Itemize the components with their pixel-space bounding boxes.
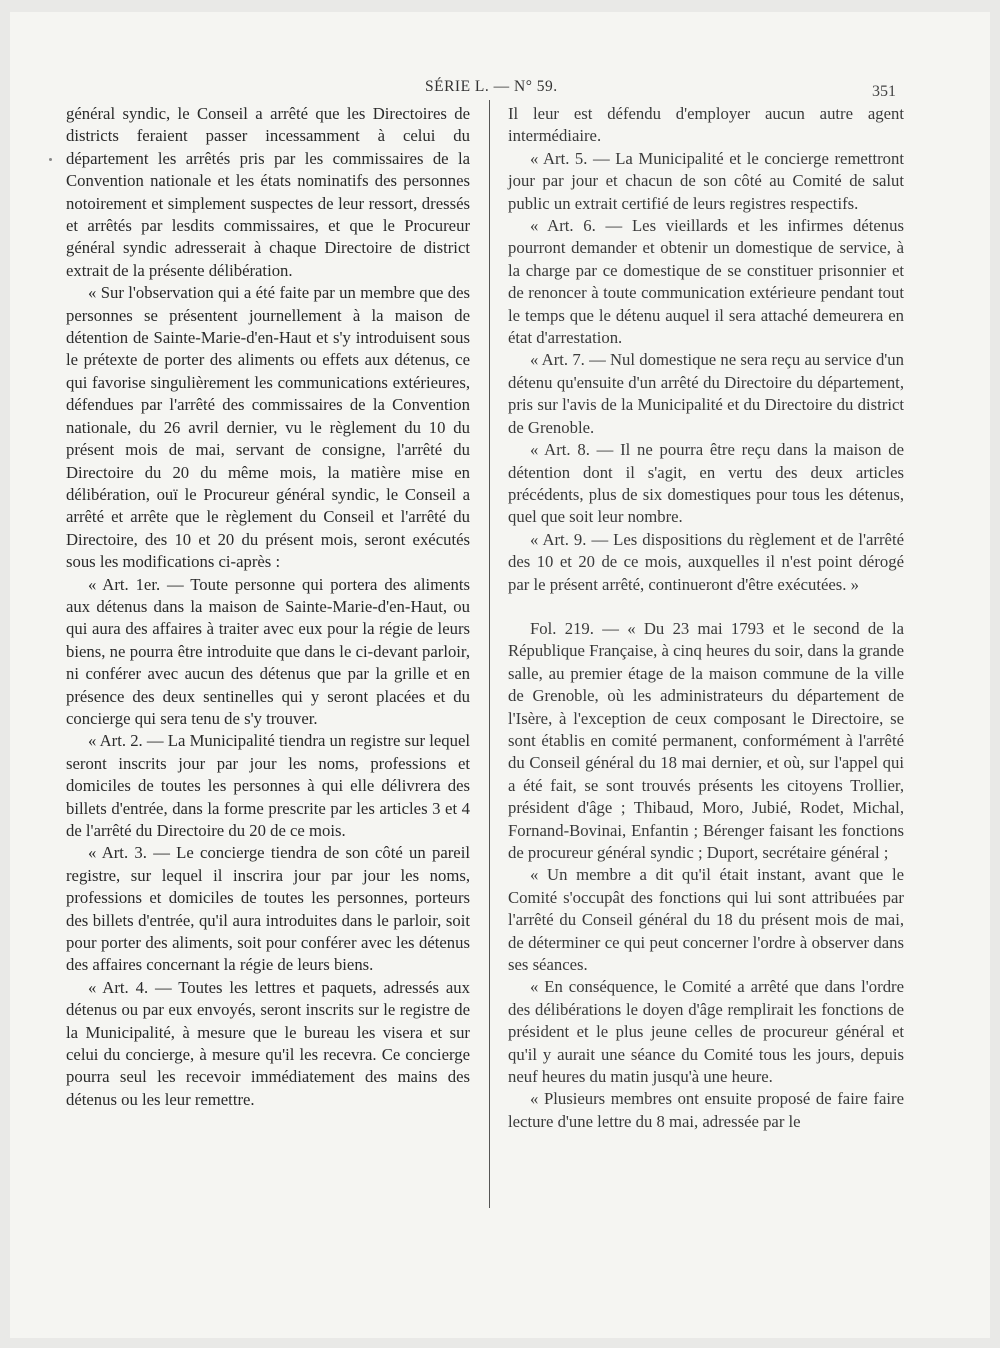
paragraph: « Art. 4. — Toutes les lettres et paquets, adressés aux détenus ou par eux envoyés, seront inscrits sur le registre de la Municipalité, à mesure que le bureau les visera et sur celui du concierge, à mesure qu'il les recevra. Ce concierge pourra seul les recevoir immédiatement des mains des détenus ou les leur remettre.	[66, 977, 470, 1109]
paragraph: Il leur est défendu d'employer aucun autre agent intermédiaire.	[508, 104, 904, 146]
paragraph: « Art. 9. — Les dispositions du règlement et de l'arrêté des 10 et 20 de ce mois, auxquelles il n'est point dérogé par le présent arrêté, continueront d'être exécutées. »	[508, 529, 904, 594]
paragraph: général syndic, le Conseil a arrêté que les Directoires de districts feraient passer incessamment à celui du département les arrêtés pris par les commissaires de la Convention nationale et les états nominatifs des personnes notoirement et simplement suspectes de leur ressort, dressés et arrêtés par lesdits commissaires, et que le Procureur général syndic adresserait à chaque Directoire de district extrait de la présente délibération.	[66, 104, 470, 280]
paragraph: « Art. 8. — Il ne pourra être reçu dans la maison de détention dont il s'agit, en vertu des deux articles précédents, plus de six domestiques pour tous les détenus, quel que soit leur nombre.	[508, 440, 904, 527]
right-column	[508, 103, 904, 1133]
paragraph: Fol. 219. — « Du 23 mai 1793 et le second de la République Française, à cinq heures du soir, dans la grande salle, au premier étage de la maison commune de la ville de Grenoble, où les administrateurs du département de l'Isère, à l'exception de ceux composant le Directoire, se sont établis en comité permanent, conformément à l'arrêté du Conseil général du 18 mai dernier, et où, sur l'appel qui a été fait, se sont trouvés présents les citoyens Trollier, président d'âge ; Thibaud, Moro, Jubié, Rodet, Michal, Fornand-Bovinai, Enfantin ; Bérenger faisant les fonctions de procureur général syndic ; Duport, secrétaire général ;	[508, 618, 904, 862]
paragraph: « Art. 5. — La Municipalité et le concierge remettront jour par jour et chacun de son côté au Comité de salut public un extrait certifié de leurs registres respectifs.	[508, 148, 904, 213]
paragraph: « Art. 2. — La Municipalité tiendra un registre sur lequel seront inscrits jour par jour les noms, professions et domiciles de toutes les personnes à qui elle délivrera des billets d'entrée, dans la forme prescrite par les articles 3 et 4 de l'arrêté du Directoire du 20 de ce mois.	[66, 731, 470, 840]
paragraph: « Art. 3. — Le concierge tiendra de son côté un pareil registre, sur lequel il inscrira jour par jour les noms, professions et domiciles de toutes les personnes, porteurs des billets d'entrée, qu'il aura introduites dans le parloir, soit pour porter des aliments, soit pour conférer avec les détenus des affaires concernant la régie de leurs biens.	[66, 843, 470, 975]
paragraph: « Art. 6. — Les vieillards et les infirmes détenus pourront demander et obtenir un domestique de service, à la charge par ce domestique de se constituer prisonnier et de renoncer à toute communication extérieure pendant tout le temps que le détenu auquel il sera attaché demeurera en état d'arrestation.	[508, 216, 904, 348]
running-header: SÉRIE L. — N° 59.	[425, 78, 558, 95]
page-number: 351	[872, 83, 896, 100]
left-column	[66, 103, 470, 1111]
paper-speck	[49, 158, 52, 161]
paragraph: « Sur l'observation qui a été faite par un membre que des personnes se présentent journellement à la maison de détention de Sainte-Marie-d'en-Haut et s'y introduisent sous le prétexte de porter des aliments ou effets aux détenus, ce qui favorise singulièrement les communications extérieures, défendues par l'arrêté des commissaires de la Convention nationale, du 26 avril dernier, vu le règlement du 10 du présent mois de mai, servant de consigne, l'arrêté du Directoire du 20 du même mois, la matière mise en délibération, ouï le Procureur général syndic, le Conseil a arrêté et arrête que le règlement du Conseil et l'arrêté du Directoire, des 10 et 20 du présent mois, seront exécutés sous les modifications ci-après :	[66, 283, 470, 572]
paragraph: « Art. 1er. — Toute personne qui portera des aliments aux détenus dans la maison de Sainte-Marie-d'en-Haut, ou qui aura des affaires à traiter avec eux pour la régie de leurs biens, ne pourra être introduite que dans le ci-devant parloir, ni conférer avec aucun des détenus que par la grille et en présence des deux sentinelles qui y seront placées et du concierge qui sera tenu de s'y trouver.	[66, 574, 470, 728]
paragraph: « Art. 7. — Nul domestique ne sera reçu au service d'un détenu qu'ensuite d'un arrêté du Directoire du département, pris sur l'avis de la Municipalité et du Directoire du district de Grenoble.	[508, 350, 904, 437]
paragraph: « En conséquence, le Comité a arrêté que dans l'ordre des délibérations le doyen d'âge remplirait les fonctions de président et le plus jeune celles de procureur général et qu'il y aurait une séance du Comité tous les jours, depuis neuf heures du matin jusqu'à une heure.	[508, 977, 904, 1087]
paragraph: « Un membre a dit qu'il était instant, avant que le Comité s'occupât des fonctions qui lui sont attribuées par l'arrêté du Conseil général du 18 du présent mois de mai, de déterminer ce qui peut concerner l'ordre à observer dans ses séances.	[508, 865, 904, 975]
column-divider	[489, 100, 490, 1208]
paragraph: « Plusieurs membres ont ensuite proposé de faire faire lecture d'une lettre du 8 mai, adressée par le	[508, 1089, 904, 1131]
